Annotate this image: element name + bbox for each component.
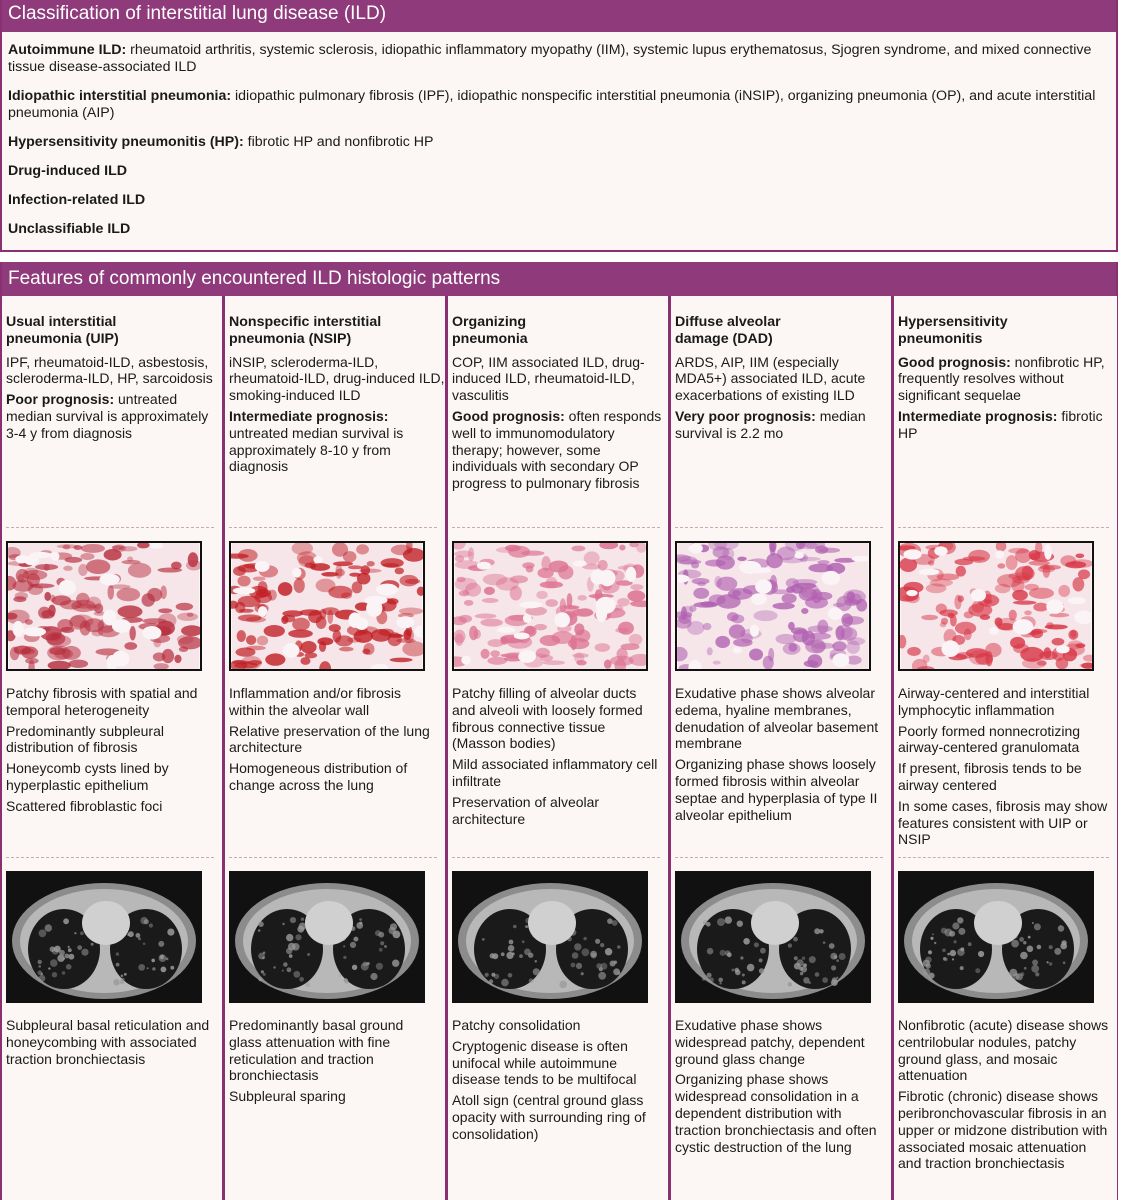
histology-description bbox=[6, 685, 216, 819]
histology-point: Scattered fibroblastic foci bbox=[6, 797, 163, 814]
divider bbox=[6, 527, 214, 528]
divider bbox=[452, 527, 660, 528]
histology-image bbox=[675, 541, 871, 671]
ct-image bbox=[452, 871, 648, 1003]
list-item: Idiopathic interstitial pneumonia: idiopathic pulmonary fibrosis (IPF), idiopathic nonspecific interstitial pneumonia (iNSIP), organizing pneumonia (OP), and acute interstitial pneumonia (AIP) bbox=[8, 88, 1096, 121]
divider bbox=[898, 857, 1109, 858]
classification-title: Classification of interstitial lung disease (ILD) bbox=[2, 0, 1116, 32]
ct-point: Exudative phase shows widespread patchy, dependent ground glass change bbox=[675, 1017, 865, 1067]
prognosis: Very poor prognosis: median survival is 2.2 mo bbox=[675, 407, 866, 441]
ct-point: Nonfibrotic (acute) disease shows centrilobular nodules, patchy ground glass, and mosaic attenuation bbox=[898, 1017, 1109, 1084]
histology-point: Organizing phase shows loosely formed fibrosis within alveolar septae and hyperplasia of type II alveolar epithelium bbox=[675, 756, 878, 823]
ct-point: Cryptogenic disease is often unifocal while autoimmune disease tends to be multifocal bbox=[452, 1037, 637, 1088]
prognosis: Good prognosis: nonfibrotic HP, frequently resolves without significant sequelae bbox=[898, 353, 1105, 404]
ct-description bbox=[6, 1017, 216, 1071]
prognosis: Good prognosis: often responds well to immunomodulatory therapy; however, some individuals with secondary OP progress to pulmonary fibrosis bbox=[452, 407, 662, 492]
histology-point: Poorly formed nonnecrotizing airway-centered granulomata bbox=[898, 722, 1081, 756]
ct-graphic bbox=[675, 871, 871, 1003]
features-title: Features of commonly encountered ILD histologic patterns bbox=[2, 262, 1116, 296]
list-item: Drug-induced ILD bbox=[8, 163, 128, 179]
histology-description bbox=[229, 685, 439, 798]
divider bbox=[229, 527, 437, 528]
histology-point: Honeycomb cysts lined by hyperplastic epithelium bbox=[6, 760, 169, 793]
histology-graphic bbox=[900, 543, 1092, 669]
histology-image bbox=[898, 541, 1094, 671]
histology-point: Predominantly subpleural distribution of fibrosis bbox=[6, 722, 164, 756]
ct-image bbox=[898, 871, 1094, 1003]
divider bbox=[675, 857, 883, 858]
column-heading: Diffuse alveolar damage (DAD) bbox=[675, 314, 781, 347]
divider bbox=[452, 857, 660, 858]
list-item: Autoimmune ILD: rheumatoid arthritis, systemic sclerosis, idiopathic inflammatory myopathy (IIM), systemic lupus erythematosus, Sjogren syndrome, and mixed connective tissue disease-associated ILD bbox=[8, 42, 1092, 75]
histology-point: Inflammation and/or fibrosis within the alveolar wall bbox=[229, 685, 401, 718]
list-item: Hypersensitivity pneumonitis (HP): fibrotic HP and nonfibrotic HP bbox=[8, 134, 434, 150]
list-item: Unclassifiable ILD bbox=[8, 221, 131, 237]
histology-point: Relative preservation of the lung architecture bbox=[229, 722, 430, 756]
ct-description bbox=[229, 1017, 439, 1109]
ct-point: Subpleural basal reticulation and honeycombing with associated traction bronchiectasis bbox=[6, 1017, 210, 1067]
column-uip bbox=[2, 296, 225, 1200]
column-heading: Organizing pneumonia bbox=[452, 314, 528, 347]
ct-point: Fibrotic (chronic) disease shows peribronchovascular fibrosis in an upper or midzone distribution with associated mosaic attenuation and traction bronchiectasis bbox=[898, 1088, 1108, 1172]
ct-graphic bbox=[6, 871, 202, 1003]
prognosis: Intermediate prognosis: untreated median survival is approximately 8-10 y from diagnosis bbox=[229, 407, 404, 475]
ct-point: Subpleural sparing bbox=[229, 1088, 346, 1105]
ct-point: Organizing phase shows widespread consolidation in a dependent distribution with traction bronchiectasis and often cystic destruction of the lung bbox=[675, 1071, 877, 1155]
histology-point: If present, fibrosis tends to be airway centered bbox=[898, 760, 1082, 793]
classification-list bbox=[2, 32, 1116, 238]
histology-image bbox=[452, 541, 648, 671]
histology-point: Preservation of alveolar architecture bbox=[452, 793, 600, 827]
column-hp bbox=[894, 296, 1117, 1200]
classification-panel bbox=[0, 0, 1118, 252]
ct-point: Predominantly basal ground glass attenuation with fine reticulation and traction bronchiectasis bbox=[229, 1017, 404, 1084]
histology-description bbox=[898, 685, 1111, 852]
divider bbox=[6, 857, 214, 858]
ct-point: Atoll sign (central ground glass opacity with surrounding ring of consolidation) bbox=[452, 1092, 646, 1142]
histology-point: Airway-centered and interstitial lymphocytic inflammation bbox=[898, 685, 1090, 718]
divider bbox=[229, 857, 437, 858]
ct-point: Patchy consolidation bbox=[452, 1017, 581, 1033]
histology-graphic bbox=[8, 543, 200, 669]
associated-conditions: IPF, rheumatoid-ILD, asbestosis, scleroderma-ILD, HP, sarcoidosis bbox=[6, 353, 213, 387]
column-op bbox=[448, 296, 671, 1200]
column-nsip bbox=[225, 296, 448, 1200]
ct-image bbox=[229, 871, 425, 1003]
column-heading: Usual interstitial pneumonia (UIP) bbox=[6, 314, 119, 347]
histology-graphic bbox=[677, 543, 869, 669]
histology-image bbox=[229, 541, 425, 671]
ct-graphic bbox=[898, 871, 1094, 1003]
histology-graphic bbox=[231, 543, 423, 669]
list-item: Infection-related ILD bbox=[8, 192, 146, 208]
ct-image bbox=[6, 871, 202, 1003]
ct-graphic bbox=[229, 871, 425, 1003]
associated-conditions: ARDS, AIP, IIM (especially MDA5+) associated ILD, acute exacerbations of existing ILD bbox=[675, 353, 866, 404]
prognosis: Poor prognosis: untreated median survival is approximately 3-4 y from diagnosis bbox=[6, 391, 209, 441]
histology-point: Patchy filling of alveolar ducts and alveoli with loosely formed fibrous connective tissue (Masson bodies) bbox=[452, 685, 643, 752]
histology-description bbox=[452, 685, 662, 831]
pattern-columns bbox=[2, 296, 1116, 1200]
histology-point: Patchy fibrosis with spatial and temporal heterogeneity bbox=[6, 685, 198, 718]
column-dad bbox=[671, 296, 894, 1200]
column-heading: Hypersensitivity pneumonitis bbox=[898, 314, 1008, 347]
histology-point: Exudative phase shows alveolar edema, hyaline membranes, denudation of alveolar basement membrane bbox=[675, 685, 879, 752]
histology-point: Mild associated inflammatory cell infiltrate bbox=[452, 756, 658, 789]
ct-description bbox=[675, 1017, 885, 1159]
prognosis-secondary: Intermediate prognosis: fibrotic HP bbox=[898, 407, 1103, 441]
histology-image bbox=[6, 541, 202, 671]
histology-description bbox=[675, 685, 885, 827]
histology-point: In some cases, fibrosis may show features consistent with UIP or NSIP bbox=[898, 797, 1108, 848]
ct-description bbox=[452, 1017, 662, 1147]
associated-conditions: COP, IIM associated ILD, drug-induced ILD, rheumatoid-ILD, vasculitis bbox=[452, 353, 645, 404]
ct-image bbox=[675, 871, 871, 1003]
histology-point: Homogeneous distribution of change across the lung bbox=[229, 760, 408, 793]
associated-conditions: iNSIP, scleroderma-ILD, rheumatoid-ILD, drug-induced ILD, smoking-induced ILD bbox=[229, 353, 445, 404]
features-panel bbox=[0, 262, 1118, 1200]
divider bbox=[675, 527, 883, 528]
ct-graphic bbox=[452, 871, 648, 1003]
histology-graphic bbox=[454, 543, 646, 669]
ct-description bbox=[898, 1017, 1111, 1176]
divider bbox=[898, 527, 1109, 528]
column-heading: Nonspecific interstitial pneumonia (NSIP) bbox=[229, 314, 382, 347]
